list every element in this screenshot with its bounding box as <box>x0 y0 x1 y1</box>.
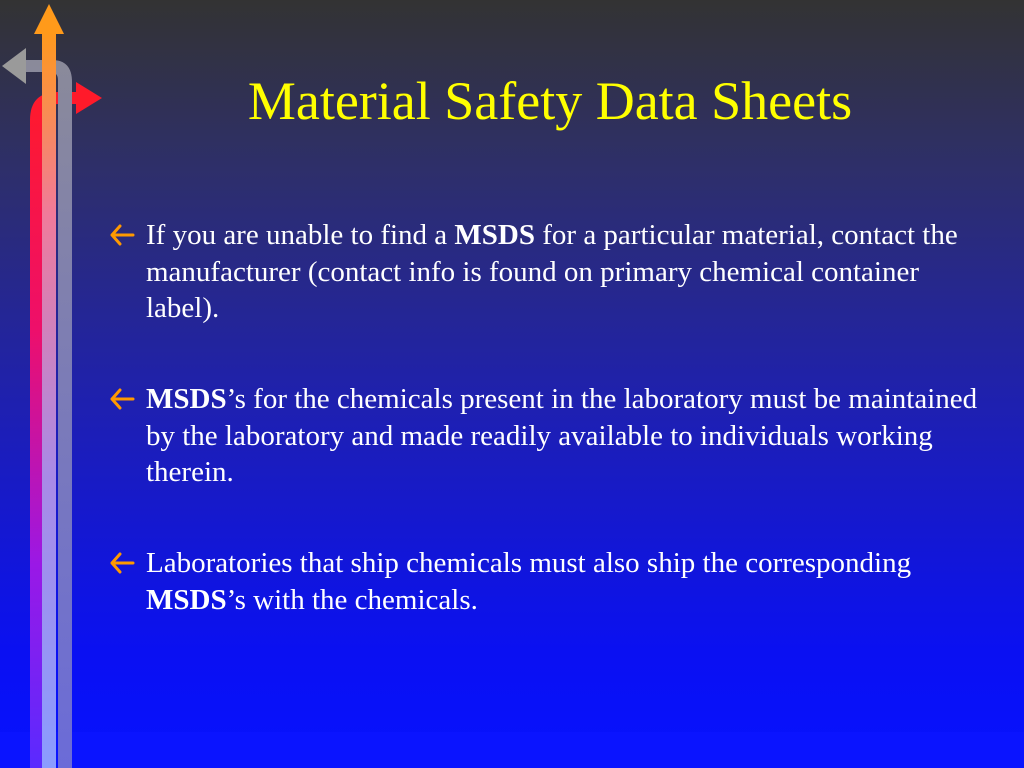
bullet-item <box>108 217 988 327</box>
bullet-segment: for a particular material, contact the manufacturer (contact info is found on primary chemical container label). <box>146 219 958 324</box>
left-arrow-icon <box>108 217 138 253</box>
bullet-segment-bold: MSDS <box>146 383 227 415</box>
bullet-segment-bold: MSDS <box>146 583 227 616</box>
decorative-arrows-icon <box>0 0 110 768</box>
bullet-text <box>146 217 988 327</box>
bullet-segment-bold: MSDS <box>454 219 535 251</box>
slide-title: Material Safety Data Sheets <box>247 71 853 131</box>
bullet-segment: Laboratories that ship chemicals must also ship the corresponding <box>146 547 912 579</box>
bullet-segment: If you are unable to find a <box>146 219 455 251</box>
bullet-text <box>146 381 988 491</box>
bullet-segment: ’s for the chemicals present in the laboratory must be maintained by the laboratory and made readily available to individuals working therein. <box>146 383 978 488</box>
bullet-item <box>108 381 988 491</box>
bullet-item <box>108 545 988 618</box>
left-arrow-icon <box>108 545 138 581</box>
bullet-segment: ’s with the chemicals. <box>226 583 478 616</box>
bottom-band <box>0 732 1024 768</box>
bullet-text <box>146 545 988 618</box>
left-arrow-icon <box>108 381 138 417</box>
